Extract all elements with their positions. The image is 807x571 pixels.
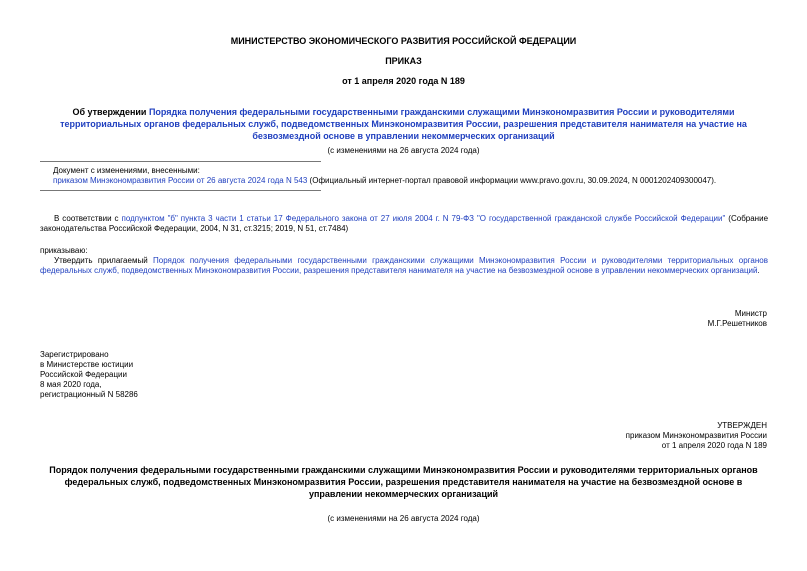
registration-block (40, 350, 138, 400)
federal-law-link[interactable]: подпунктом "б" пункта 3 части 1 статьи 17 Федерального закона от 27 июля 2004 г. N 79-ФЗ "О государственной гражданской службе Российской Федерации" (121, 214, 726, 223)
signature-name: М.Г.Решетников (707, 319, 767, 328)
approval-end: . (757, 266, 760, 275)
approval-prefix: Утвердить прилагаемый (54, 256, 153, 265)
amending-order-link[interactable]: приказом Минэкономразвития России от 26 августа 2024 года N 543 (53, 176, 308, 185)
changes-note (53, 166, 773, 186)
registration-line-3: Российской Федерации (40, 370, 127, 379)
approved-block (626, 421, 767, 451)
procedure-link[interactable]: Порядок получения федеральными государственными гражданскими служащими Минэкономразвития России и руководителями территориальных органов федеральных служб, подведомственных Минэкономразвития России, разрешения представителя нанимателя на участие на безвозмездной основе в управлении некоммерческих организаций (40, 256, 768, 275)
registration-line-2: в Министерстве юстиции (40, 360, 134, 369)
legal-basis-paragraph (40, 214, 768, 234)
approved-line-3: от 1 апреля 2020 года N 189 (661, 441, 767, 450)
legal-basis-rest: (Собрание законодательства Российской Федерации, 2004, N 31, ст.3215; 2019, N 51, ст.7484) (40, 214, 769, 233)
order-word: приказываю: (40, 246, 88, 255)
registration-line-5: регистрационный N 58286 (40, 390, 138, 399)
document-title (60, 106, 747, 142)
registration-line-4: 8 мая 2020 года, (40, 380, 102, 389)
signature-block (708, 309, 767, 329)
registration-line-1: Зарегистрировано (40, 350, 109, 359)
legal-basis-prefix: В соответствии с (54, 214, 122, 223)
divider-top (40, 161, 321, 162)
doc-date-heading: от 1 апреля 2020 года N 189 (342, 76, 465, 86)
approved-line-1: УТВЕРЖДЕН (717, 421, 767, 430)
document-title-link[interactable]: Порядка получения федеральными государственными гражданскими служащими Минэкономразвития России и руководителями территориальных органов федеральных служб, подведомственных Минэкономразвития России, разрешения представителя нанимателя на участие на безвозмездной основе в управлении некоммерческих организаций (60, 107, 747, 141)
approved-line-2: приказом Минэкономразвития России (625, 431, 767, 440)
approval-paragraph (40, 256, 768, 276)
signature-position: Министр (734, 309, 767, 318)
amending-order-source: (Официальный интернет-портал правовой информации www.pravo.gov.ru, 30.09.2024, N 0001202409300047). (307, 176, 717, 185)
ministry-heading: МИНИСТЕРСТВО ЭКОНОМИЧЕСКОГО РАЗВИТИЯ РОССИЙСКОЙ ФЕДЕРАЦИИ (230, 36, 577, 46)
changes-note-intro: Документ с изменениями, внесенными: (53, 166, 200, 175)
divider-bottom (40, 190, 321, 191)
amendment-note: (с изменениями на 26 августа 2024 года) (327, 146, 480, 155)
procedure-title: Порядок получения федеральными государственными гражданскими служащими Минэкономразвития России и руководителями территориальных органов федеральных служб, подведомственных Минэкономразвития России, разрешения представителя нанимателя на участие на безвозмездной основе в управлении некоммерческих организаций (49, 465, 758, 499)
procedure-amendment-note: (с изменениями на 26 августа 2024 года) (327, 514, 480, 523)
document-title-prefix: Об утверждении (72, 107, 149, 117)
doc-type-heading: ПРИКАЗ (385, 56, 422, 66)
